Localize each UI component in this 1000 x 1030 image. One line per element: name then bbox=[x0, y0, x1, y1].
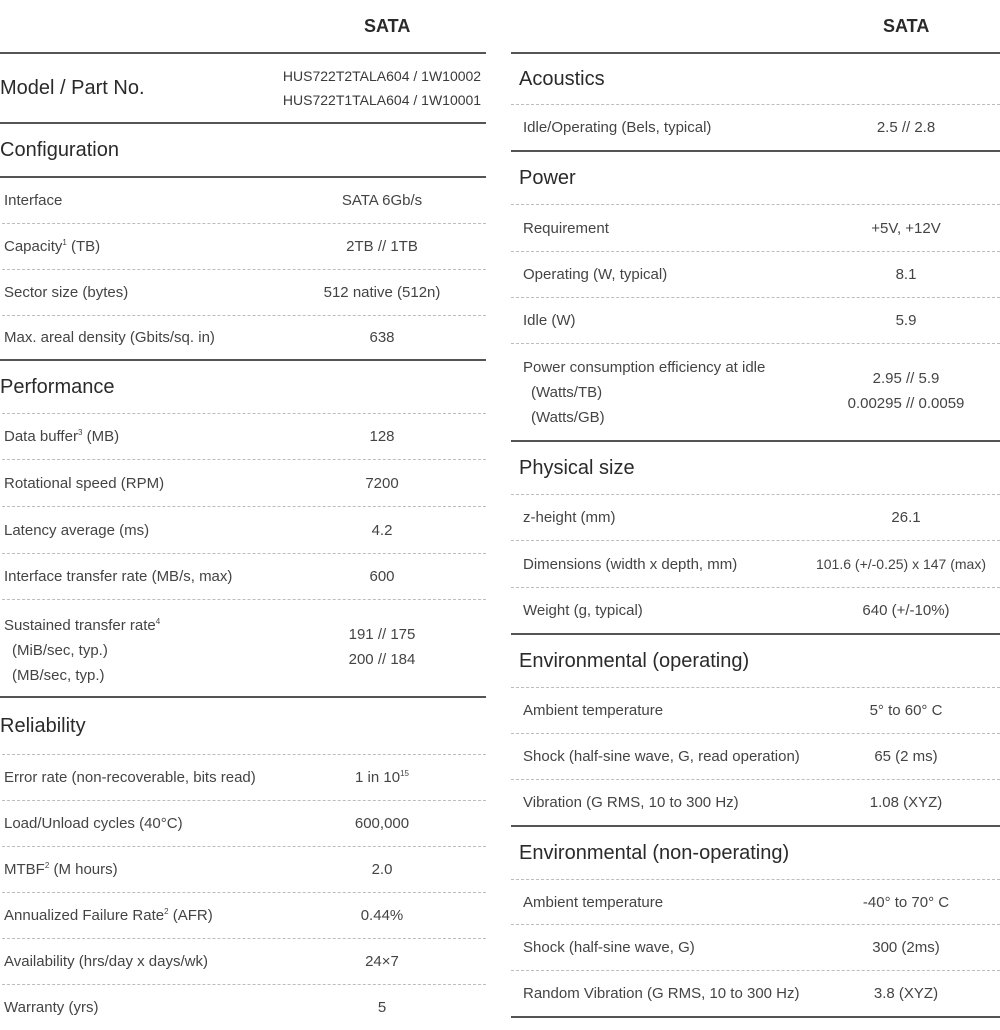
spec-row bbox=[0, 460, 486, 507]
spec-value: 5° to 60° C bbox=[869, 702, 943, 719]
model-part-value: HUS722T1TALA604 / 1W10001 bbox=[282, 92, 482, 108]
spec-row bbox=[0, 224, 486, 270]
spec-row bbox=[511, 880, 1000, 925]
spec-row bbox=[0, 554, 486, 600]
spec-label: Sustained transfer rate$^4$ (MiB/sec, typ.) (MB/sec, typ.) bbox=[4, 616, 161, 684]
spec-value: 5 bbox=[377, 999, 387, 1016]
section-title-power bbox=[511, 152, 1000, 205]
section-title-text: Performance bbox=[0, 375, 115, 398]
spec-value: 1.08 (XYZ) bbox=[869, 794, 943, 811]
spec-label: Idle (W) bbox=[523, 312, 576, 329]
model-part-row bbox=[0, 54, 486, 124]
spec-value: 24×7 bbox=[365, 953, 399, 970]
spec-label: Annualized Failure Rate$^2$ (AFR) bbox=[4, 907, 213, 924]
column-header-label: SATA bbox=[883, 15, 930, 36]
spec-label: Capacity$^1$ (TB) bbox=[4, 238, 101, 255]
spec-row-sustained-transfer bbox=[0, 600, 486, 698]
spec-column-right bbox=[511, 0, 1000, 1000]
spec-value: +5V, +12V bbox=[871, 219, 941, 237]
spec-value: 8.1 bbox=[895, 266, 917, 283]
spec-value: 300 (2ms) bbox=[872, 939, 940, 956]
spec-label: Idle/Operating (Bels, typical) bbox=[523, 119, 712, 136]
spec-row bbox=[0, 316, 486, 361]
spec-value: 640 (+/-10%) bbox=[862, 602, 950, 619]
section-title-configuration bbox=[0, 124, 486, 178]
section-title-reliability bbox=[0, 698, 486, 755]
spec-row bbox=[511, 588, 1000, 635]
section-title-text: Power bbox=[519, 166, 576, 189]
spec-value: SATA 6Gb/s bbox=[341, 192, 423, 209]
spec-row bbox=[511, 105, 1000, 152]
spec-label: Availability (hrs/day x days/wk) bbox=[4, 953, 208, 970]
spec-label: Data buffer$^3$ (MB) bbox=[4, 428, 120, 445]
spec-label: Interface transfer rate (MB/s, max) bbox=[4, 568, 233, 585]
spec-row bbox=[0, 178, 486, 224]
spec-label: z-height (mm) bbox=[523, 509, 616, 526]
section-title-text: Physical size bbox=[519, 456, 635, 479]
spec-value: 128 bbox=[369, 428, 395, 445]
spec-row-power-efficiency bbox=[511, 344, 1000, 442]
section-title-text: Environmental (non-operating) bbox=[519, 841, 790, 864]
spec-row bbox=[511, 734, 1000, 780]
spec-value: 512 native (512n) bbox=[323, 284, 441, 301]
spec-value: 3.8 (XYZ) bbox=[873, 985, 939, 1002]
spec-row bbox=[0, 985, 486, 1030]
spec-value: 638 bbox=[369, 329, 395, 346]
spec-row bbox=[0, 270, 486, 316]
spec-label: Load/Unload cycles (40°C) bbox=[4, 815, 183, 832]
spec-value: 2TB // 1TB bbox=[346, 238, 418, 255]
section-title-text: Reliability bbox=[0, 714, 86, 737]
spec-label: Weight (g, typical) bbox=[523, 602, 643, 619]
spec-label: Latency average (ms) bbox=[4, 521, 150, 539]
spec-label: Operating (W, typical) bbox=[523, 266, 668, 283]
section-title-acoustics bbox=[511, 54, 1000, 105]
spec-label: Interface bbox=[4, 192, 63, 209]
spec-row bbox=[0, 893, 486, 939]
spec-value: 26.1 bbox=[891, 509, 921, 526]
spec-row bbox=[0, 755, 486, 801]
spec-value: 7200 bbox=[365, 474, 399, 492]
spec-label: Vibration (G RMS, 10 to 300 Hz) bbox=[523, 794, 739, 811]
spec-label: Shock (half-sine wave, G) bbox=[523, 939, 695, 956]
spec-value: 2.5 // 2.8 bbox=[876, 119, 936, 136]
section-title-text: Acoustics bbox=[519, 67, 605, 90]
spec-label: Ambient temperature bbox=[523, 702, 664, 719]
spec-row bbox=[511, 688, 1000, 734]
spec-value: 4.2 bbox=[371, 521, 393, 539]
spec-row bbox=[511, 780, 1000, 827]
spec-label: Dimensions (width x depth, mm) bbox=[523, 555, 738, 573]
section-title-env-nonoperating bbox=[511, 827, 1000, 880]
section-title-text: Configuration bbox=[0, 138, 119, 161]
column-header bbox=[511, 0, 1000, 54]
spec-row bbox=[0, 847, 486, 893]
spec-row bbox=[511, 298, 1000, 344]
spec-column-left bbox=[0, 0, 486, 1016]
column-header bbox=[0, 0, 486, 54]
spec-value: 600 bbox=[369, 568, 395, 585]
spec-row bbox=[0, 939, 486, 985]
model-part-values bbox=[282, 64, 482, 112]
spec-label: Shock (half-sine wave, G, read operation) bbox=[523, 748, 800, 765]
section-title-physical-size bbox=[511, 442, 1000, 495]
spec-value: -40° to 70° C bbox=[862, 893, 950, 911]
spec-row bbox=[511, 541, 1000, 588]
spec-label: MTBF$^2$ (M hours) bbox=[4, 861, 118, 878]
spec-label: Requirement bbox=[523, 219, 609, 237]
spec-row bbox=[511, 205, 1000, 252]
spec-row bbox=[511, 925, 1000, 971]
spec-value: 2.95 // 5.9 0.00295 // 0.0059 bbox=[847, 370, 965, 412]
spec-value: 65 (2 ms) bbox=[874, 748, 938, 765]
spec-row bbox=[511, 495, 1000, 541]
spec-value: 0.44% bbox=[360, 907, 404, 924]
spec-value: 600,000 bbox=[354, 815, 410, 832]
spec-row bbox=[0, 414, 486, 460]
spec-label: Random Vibration (G RMS, 10 to 300 Hz) bbox=[523, 985, 800, 1002]
column-header-label: SATA bbox=[364, 15, 411, 36]
spec-label: Error rate (non-recoverable, bits read) bbox=[4, 769, 256, 786]
spec-value: 101.6 (+/-0.25) x 147 (max) bbox=[815, 556, 987, 572]
section-title-performance bbox=[0, 361, 486, 414]
spec-label: Rotational speed (RPM) bbox=[4, 474, 165, 492]
spec-row bbox=[0, 507, 486, 554]
section-title-env-operating bbox=[511, 635, 1000, 688]
spec-value: 2.0 bbox=[371, 861, 393, 878]
spec-row bbox=[511, 971, 1000, 1018]
model-part-label: Model / Part No. bbox=[0, 76, 145, 99]
spec-label: Ambient temperature bbox=[523, 893, 664, 911]
section-title-text: Environmental (operating) bbox=[519, 649, 750, 672]
model-part-value: HUS722T2TALA604 / 1W10002 bbox=[282, 68, 482, 84]
spec-label: Power consumption efficiency at idle (Watts/TB) (Watts/GB) bbox=[523, 358, 766, 426]
spec-row bbox=[511, 252, 1000, 298]
spec-value: 1 in $10^{15}$ bbox=[355, 769, 409, 786]
spec-label: Max. areal density (Gbits/sq. in) bbox=[4, 329, 215, 346]
spec-label: Warranty (yrs) bbox=[4, 999, 99, 1016]
spec-label: Sector size (bytes) bbox=[4, 284, 129, 301]
spec-value: 5.9 bbox=[895, 312, 917, 329]
spec-row bbox=[0, 801, 486, 847]
spec-value: 191 // 175 200 // 184 bbox=[348, 626, 416, 668]
